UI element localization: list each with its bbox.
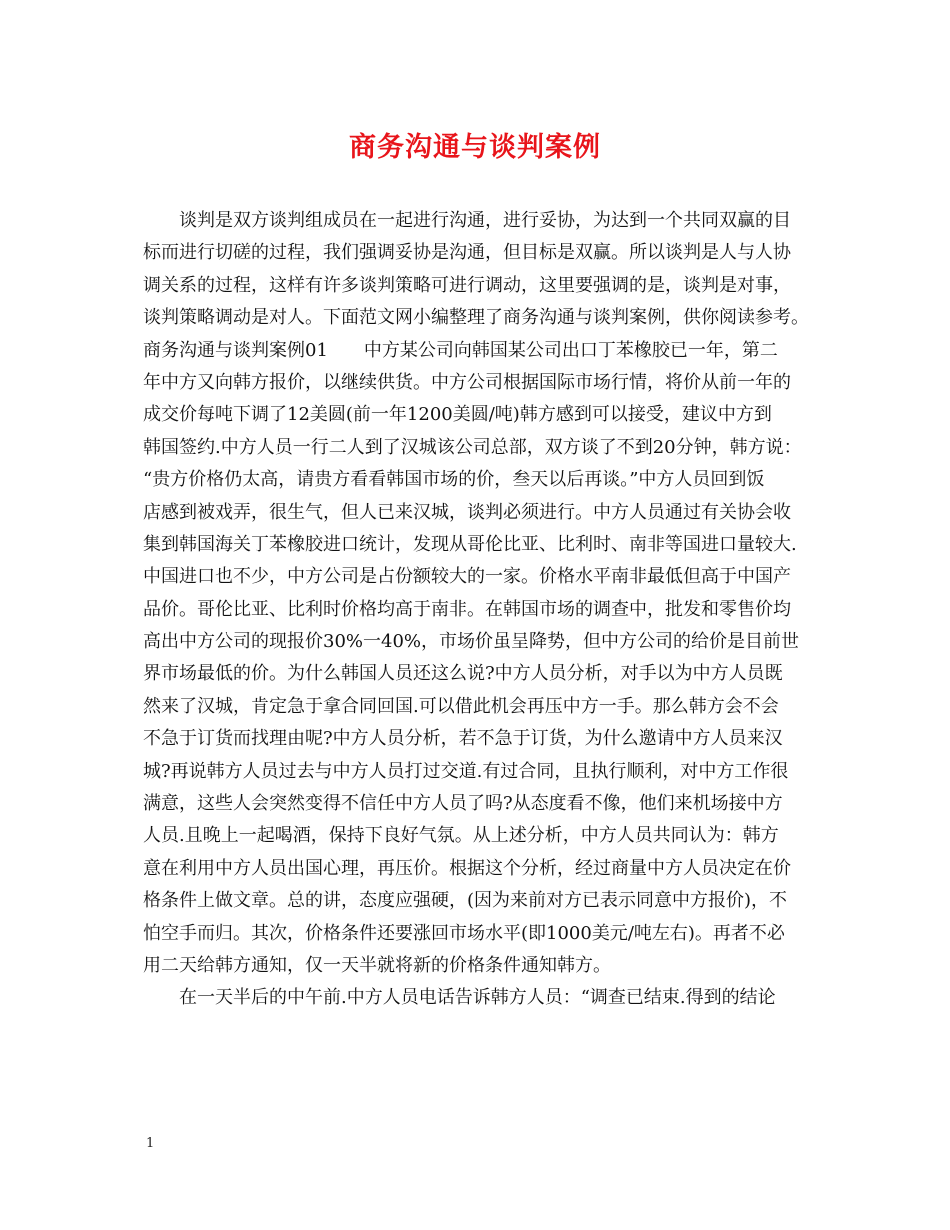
text-line: 标而进行切磋的过程，我们强调妥协是沟通，但目标是双赢。所以谈判是人与人协 <box>143 242 791 264</box>
text-line: 集到韩国海关丁苯橡胶进口统计，发现从哥伦比亚、比利时、南非等国进口量较大. <box>143 533 797 555</box>
text-line: 意在利用中方人员出国心理，再压价。根据这个分析，经过商量中方人员决定在价 <box>143 857 791 879</box>
text-line: 格条件上做文章。总的讲，态度应强硬，(因为来前对方已表示同意中方报价)，不 <box>143 890 788 912</box>
text-line: “贵方价格仍太高，请贵方看看韩国市场的价，叁天以后再谈。”中方人员回到饭 <box>143 469 765 491</box>
text-line: 怕空手而归。其次，价格条件还要涨回市场水平(即1000美元/吨左右)。再者不必 <box>143 922 785 944</box>
body-text <box>143 205 815 1015</box>
text-line: 人员.且晚上一起喝酒，保持下良好气氛。从上述分析，中方人员共同认为：韩方 <box>143 825 779 847</box>
text-line: 高出中方公司的现报价30%一40%，市场价虽呈降势，但中方公司的给价是目前世 <box>143 631 800 653</box>
text-line: 城?再说韩方人员过去与中方人员打过交道.有过合同，且执行顺利，对中方工作很 <box>143 760 789 782</box>
text-line: 年中方又向韩方报价，以继续供货。中方公司根据国际市场行情，将价从前一年的 <box>143 371 791 393</box>
text-line: 成交价每吨下调了12美圆(前一年1200美圆/吨)韩方感到可以接受，建议中方到 <box>143 404 772 426</box>
text-line: 谈判策略调动是对人。下面范文网小编整理了商务沟通与谈判案例，供你阅读参考。 <box>143 307 809 329</box>
text-line: 用二天给韩方通知，仅一天半就将新的价格条件通知韩方。 <box>143 954 611 976</box>
text-line: 店感到被戏弄，很生气，但人已来汉城，谈判必须进行。中方人员通过有关协会收 <box>143 501 791 523</box>
text-line: 商务沟通与谈判案例01 中方某公司向韩国某公司出口丁苯橡胶已一年，第二 <box>143 339 778 361</box>
text-line: 中国进口也不少，中方公司是占份额较大的一家。价格水平南非最低但高于中国产 <box>143 566 791 588</box>
text-line: 品价。哥伦比亚、比利时价格均高于南非。在韩国市场的调查中，批发和零售价均 <box>143 598 791 620</box>
text-line: 满意，这些人会突然变得不信任中方人员了吗?从态度看不像，他们来机场接中方 <box>143 793 783 815</box>
text-line: 在一天半后的中午前.中方人员电话告诉韩方人员：“调查已结束.得到的结论 <box>143 987 776 1009</box>
text-line: 不急于订货而找理由呢?中方人员分析，若不急于订货，为什么邀请中方人员来汉 <box>143 728 783 750</box>
text-line: 谈判是双方谈判组成员在一起进行沟通，进行妥协，为达到一个共同双赢的目 <box>143 210 791 231</box>
text-line: 韩国签约.中方人员一行二人到了汉城该公司总部，双方谈了不到20分钟，韩方说： <box>143 436 802 458</box>
text-line: 调关系的过程，这样有许多谈判策略可进行调动，这里要强调的是，谈判是对事， <box>143 274 791 296</box>
document-title: 商务沟通与谈判案例 <box>349 132 601 163</box>
text-line: 然来了汉城，肯定急于拿合同回国.可以借此机会再压中方一手。那么韩方会不会 <box>143 695 779 717</box>
page-number: 1 <box>146 1136 155 1151</box>
text-line: 界市场最低的价。为什么韩国人员还这么说?中方人员分析，对手以为中方人员既 <box>143 663 783 685</box>
